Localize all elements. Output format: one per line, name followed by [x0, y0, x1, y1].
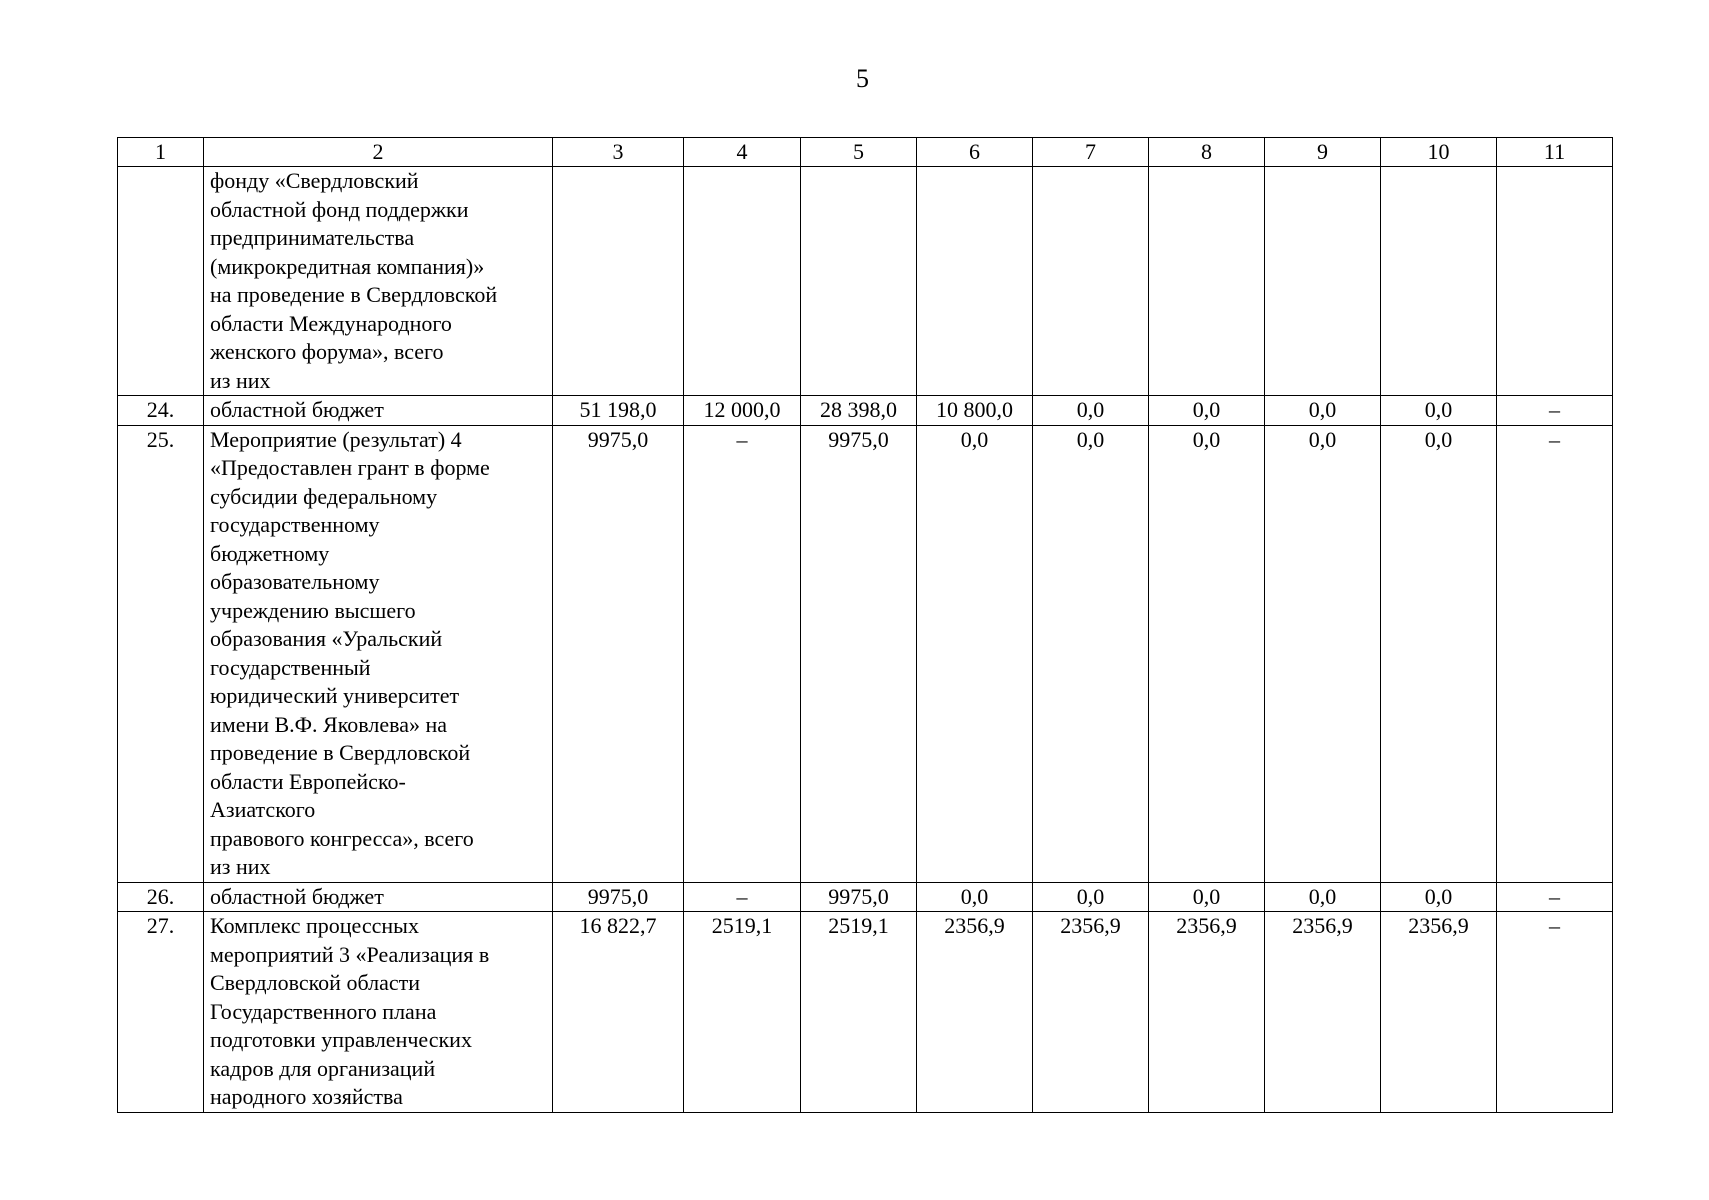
value-cell: 0,0: [1149, 882, 1265, 912]
description-line: образовательному: [210, 569, 380, 594]
value-cell: 0,0: [1381, 425, 1497, 882]
value-cell: 0,0: [1265, 396, 1381, 426]
description-line: подготовки управленческих: [210, 1027, 472, 1052]
description-line: государственному: [210, 512, 380, 537]
value-cell: –: [1497, 396, 1613, 426]
value-cell: 2356,9: [917, 912, 1033, 1113]
row-description: [204, 912, 553, 1113]
value-cell: [553, 167, 684, 396]
value-cell: –: [1497, 425, 1613, 882]
header-row: [118, 138, 1613, 167]
value-cell: 16 822,7: [553, 912, 684, 1113]
description-line: областной бюджет: [210, 397, 384, 422]
column-header: 11: [1497, 138, 1613, 167]
table-row: [118, 167, 1613, 396]
column-header: 5: [801, 138, 917, 167]
row-number: [118, 167, 204, 396]
value-cell: 0,0: [1265, 425, 1381, 882]
table-row: [118, 912, 1613, 1113]
value-cell: 2356,9: [1381, 912, 1497, 1113]
value-cell: 9975,0: [553, 425, 684, 882]
description-line: из них: [210, 854, 271, 879]
description-line: женского форума», всего: [210, 339, 444, 364]
description-line: на проведение в Свердловской: [210, 282, 498, 307]
row-number: 25.: [118, 425, 204, 882]
value-cell: 0,0: [1033, 882, 1149, 912]
row-description: [204, 167, 553, 396]
description-line: «Предоставлен грант в форме: [210, 455, 490, 480]
value-cell: [1265, 167, 1381, 396]
description-line: кадров для организаций: [210, 1055, 436, 1081]
budget-table: [117, 137, 1613, 1113]
description-line: проведение в Свердловской: [210, 740, 471, 765]
column-header: 10: [1381, 138, 1497, 167]
description-line: Государственного плана: [210, 998, 437, 1024]
description-line: государственный: [210, 654, 371, 680]
value-cell: 9975,0: [553, 882, 684, 912]
description-line: из них: [210, 367, 271, 393]
row-description: [204, 396, 553, 426]
column-header: 1: [118, 138, 204, 167]
description-line: юридический университет: [210, 683, 460, 708]
value-cell: [1381, 167, 1497, 396]
table-row: [118, 425, 1613, 882]
column-header: 3: [553, 138, 684, 167]
table-row: [118, 882, 1613, 912]
value-cell: 0,0: [1149, 396, 1265, 426]
table-row: [118, 396, 1613, 426]
description-line: области Международного: [210, 310, 452, 336]
value-cell: –: [1497, 882, 1613, 912]
description-line: народного хозяйства: [210, 1084, 403, 1109]
value-cell: 0,0: [917, 882, 1033, 912]
page-number: 5: [856, 64, 869, 93]
value-cell: 9975,0: [801, 882, 917, 912]
value-cell: 2356,9: [1033, 912, 1149, 1113]
value-cell: 2356,9: [1265, 912, 1381, 1113]
description-line: фонду «Свердловский: [210, 168, 419, 193]
column-header: 7: [1033, 138, 1149, 167]
value-cell: 0,0: [1265, 882, 1381, 912]
description-line: имени В.Ф. Яковлева» на: [210, 711, 448, 737]
column-header: 8: [1149, 138, 1265, 167]
description-line: правового конгресса», всего: [210, 825, 474, 851]
description-line: бюджетному: [210, 540, 330, 566]
value-cell: 0,0: [1033, 425, 1149, 882]
value-cell: 0,0: [1381, 396, 1497, 426]
value-cell: 51 198,0: [553, 396, 684, 426]
value-cell: [1149, 167, 1265, 396]
value-cell: 0,0: [1149, 425, 1265, 882]
description-line: (микрокредитная компания)»: [210, 253, 485, 279]
value-cell: –: [684, 882, 801, 912]
value-cell: 2356,9: [1149, 912, 1265, 1113]
description-line: области Европейско-: [210, 768, 406, 794]
column-header: 4: [684, 138, 801, 167]
row-description: [204, 882, 553, 912]
column-header: 6: [917, 138, 1033, 167]
description-line: областной фонд поддержки: [210, 196, 469, 222]
description-line: образования «Уральский: [210, 626, 443, 651]
value-cell: [1033, 167, 1149, 396]
row-number: 27.: [118, 912, 204, 1113]
value-cell: –: [1497, 912, 1613, 1113]
description-line: областной бюджет: [210, 883, 384, 909]
column-header: 2: [204, 138, 553, 167]
value-cell: 10 800,0: [917, 396, 1033, 426]
description-line: субсидии федеральному: [210, 483, 438, 509]
value-cell: 12 000,0: [684, 396, 801, 426]
row-number: 26.: [118, 882, 204, 912]
description-line: Свердловской области: [210, 970, 420, 995]
value-cell: 0,0: [1381, 882, 1497, 912]
description-line: Комплекс процессных: [210, 913, 419, 938]
value-cell: 0,0: [917, 425, 1033, 882]
value-cell: 2519,1: [684, 912, 801, 1113]
value-cell: 2519,1: [801, 912, 917, 1113]
value-cell: [1497, 167, 1613, 396]
description-line: предпринимательства: [210, 225, 415, 250]
row-description: [204, 425, 553, 882]
value-cell: [684, 167, 801, 396]
description-line: учреждению высшего: [210, 597, 416, 623]
row-number: 24.: [118, 396, 204, 426]
value-cell: [801, 167, 917, 396]
description-line: Азиатского: [210, 797, 316, 822]
description-line: Мероприятие (результат) 4: [210, 426, 462, 452]
value-cell: 0,0: [1033, 396, 1149, 426]
column-header: 9: [1265, 138, 1381, 167]
value-cell: 9975,0: [801, 425, 917, 882]
value-cell: [917, 167, 1033, 396]
value-cell: –: [684, 425, 801, 882]
description-line: мероприятий 3 «Реализация в: [210, 941, 490, 967]
value-cell: 28 398,0: [801, 396, 917, 426]
